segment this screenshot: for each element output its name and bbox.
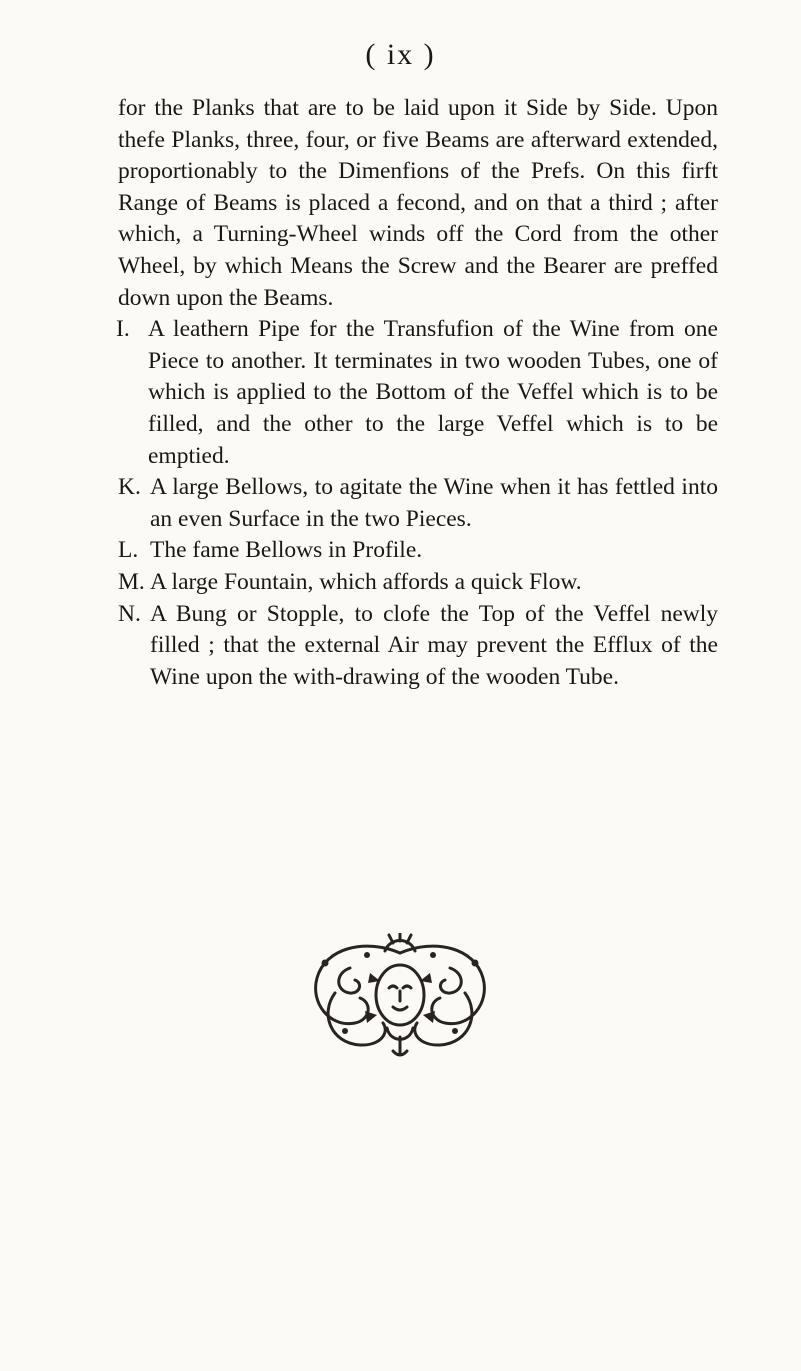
entry-key: L.: [118, 537, 139, 564]
legend-entry-l: [118, 535, 718, 567]
entry-text: A large Bellows, to agitate the Wine when it has fettled into an even Surface in the two Pieces.: [150, 474, 718, 532]
entry-text: A Bung or Stopple, to clofe the Top of the Veffel newly filled ; that the external Air may prevent the Efflux of the Wine upon the with-drawing of the wooden Tube.: [150, 600, 718, 690]
legend-entry-n: [118, 599, 718, 694]
entry-text: A large Fountain, which affords a quick Flow.: [150, 568, 582, 595]
entry-text: The fame Bellows in Profile.: [150, 537, 423, 564]
intro-paragraph: for the Planks that are to be laid upon it Side by Side. Upon thefe Planks, three, four, or five Beams are afterward extended, proportionably to the Dimenfions of the Prefs. On this firft Range of Beams is placed a fecond, and on that a third ; after which, a Turning-Wheel winds off the Cord from the other Wheel, by which Means the Screw and the Bearer are preffed down upon the Beams.: [118, 95, 718, 311]
text-block: [118, 93, 718, 693]
entry-key: K.: [118, 474, 141, 501]
entry-key: N.: [118, 600, 141, 627]
legend-entry-i: [116, 314, 718, 472]
legend-entry-k: [118, 472, 718, 535]
entry-text: A leathern Pipe for the Transfufion of the Wine from one Piece to another. It terminates in two wooden Tubes, one of which is applied to the Bottom of the Veffel which is to be filled, and the other to the large Veffel which is to be emptied.: [148, 316, 718, 469]
entry-key: M.: [118, 568, 145, 595]
floral-tailpiece-icon: [305, 933, 495, 1061]
legend-entry-m: [118, 567, 718, 599]
page-number: ( ix ): [365, 38, 436, 71]
entry-key: I.: [116, 316, 130, 343]
